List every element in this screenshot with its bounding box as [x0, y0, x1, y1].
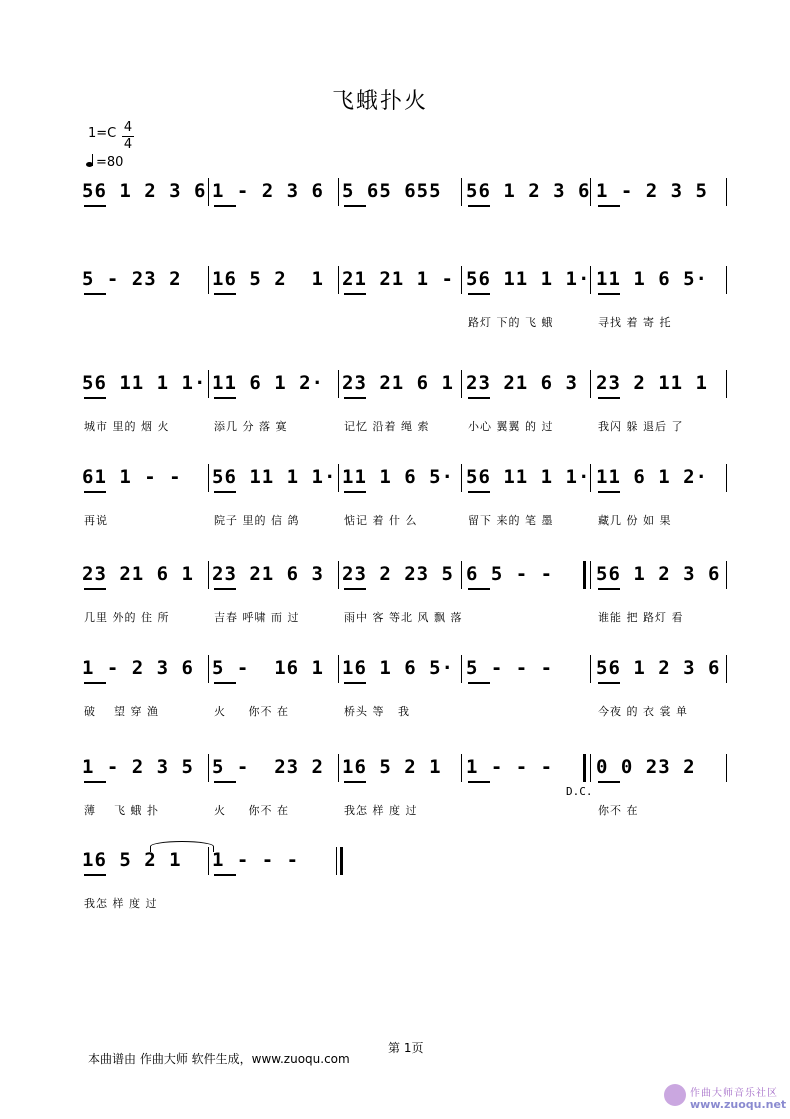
measure-notes: 16 5 2 1 — [82, 849, 182, 871]
barline — [726, 754, 727, 782]
measure-notes: 56 11 1 1· — [82, 372, 207, 394]
lyric-text: 吉春 呼啸 而 过 — [214, 611, 300, 624]
beam-line — [84, 205, 106, 207]
time-signature — [122, 120, 134, 153]
key-signature: 1=C — [88, 126, 117, 141]
barline — [461, 655, 462, 683]
beam-line — [598, 781, 620, 783]
barline — [208, 464, 209, 492]
score-line — [0, 756, 790, 826]
page-number: 第 1页 — [388, 1041, 424, 1055]
measure-notes: 23 21 6 3 — [466, 372, 578, 394]
barline — [590, 655, 591, 683]
barline — [726, 266, 727, 294]
measure-notes: 23 21 6 1 — [342, 372, 454, 394]
score-line — [0, 849, 790, 919]
beam-line — [468, 588, 490, 590]
beam-line — [344, 205, 366, 207]
measure-notes: 1 - 2 3 6 — [212, 180, 324, 202]
score-line — [0, 466, 790, 536]
barline — [590, 464, 591, 492]
barline — [208, 370, 209, 398]
measure-notes: 5 - 16 1 — [212, 657, 324, 679]
dc-mark: D.C. — [566, 785, 593, 798]
beam-line — [344, 588, 366, 590]
barline — [338, 464, 339, 492]
measure-notes: 16 5 2 1 — [212, 268, 324, 290]
measure-notes: 1 - - - — [466, 756, 554, 778]
measure-notes: 11 1 6 5· — [342, 466, 454, 488]
beam-line — [598, 491, 620, 493]
barline — [208, 754, 209, 782]
tie-arc — [150, 841, 214, 852]
barline — [590, 266, 591, 294]
lyric-text: 留下 来的 笔 墨 — [468, 514, 554, 527]
lyric-text: 藏几 份 如 果 — [598, 514, 672, 527]
footer-credit: 本曲谱由 作曲大师 软件生成，www.zuoqu.com — [88, 1052, 350, 1066]
score-line — [0, 268, 790, 338]
beam-line — [84, 491, 106, 493]
beam-line — [468, 682, 490, 684]
barline — [726, 370, 727, 398]
measure-notes: 11 1 6 5· — [596, 268, 708, 290]
score-line — [0, 372, 790, 442]
barline — [726, 178, 727, 206]
barline — [590, 754, 591, 782]
lyric-text: 我怎 样 度 过 — [84, 897, 158, 910]
watermark-line2: www.zuoqu.net — [690, 1098, 787, 1111]
lyric-text: 雨中 客 等北 风 飘 落 — [344, 611, 463, 624]
barline — [208, 178, 209, 206]
tempo-marking — [86, 154, 123, 170]
measure-notes: 11 6 1 2· — [596, 466, 708, 488]
barline — [338, 266, 339, 294]
beam-line — [214, 588, 236, 590]
time-signature-top: 4 — [123, 120, 133, 135]
lyric-text: 城市 里的 烟 火 — [84, 420, 170, 433]
lyric-text: 桥头 等 我 — [344, 705, 410, 718]
tempo-value: =80 — [96, 155, 124, 170]
measure-notes: 56 11 1 1· — [466, 268, 591, 290]
beam-line — [214, 293, 236, 295]
measure-notes: 23 21 6 1 — [82, 563, 194, 585]
measure-notes: 0 0 23 2 — [596, 756, 696, 778]
repeat-barline — [583, 561, 586, 589]
lyric-text: 我闪 躲 退后 了 — [598, 420, 684, 433]
barline — [461, 754, 462, 782]
barline — [208, 266, 209, 294]
lyric-text: 院子 里的 信 鸽 — [214, 514, 300, 527]
beam-line — [84, 874, 106, 876]
lyric-text: 今夜 的 衣 裳 单 — [598, 705, 688, 718]
watermark-line1: 作曲大师音乐社区 — [690, 1088, 778, 1099]
beam-line — [214, 874, 236, 876]
score-line — [0, 180, 790, 250]
beam-line — [468, 397, 490, 399]
measure-notes: 56 1 2 3 6 — [596, 657, 721, 679]
measure-notes: 23 2 11 1 — [596, 372, 708, 394]
song-title: 飞蛾扑火 — [331, 89, 428, 114]
barline — [461, 561, 462, 589]
beam-line — [598, 205, 620, 207]
lyric-text: 再说 — [84, 514, 108, 527]
beam-line — [214, 682, 236, 684]
repeat-barline — [583, 754, 586, 782]
lyric-text: 惦记 着 什 么 — [344, 514, 418, 527]
watermark-logo-icon — [664, 1084, 686, 1106]
beam-line — [468, 781, 490, 783]
lyric-text: 薄 飞 蛾 扑 — [84, 804, 159, 817]
barline — [208, 655, 209, 683]
beam-line — [84, 781, 106, 783]
beam-line — [214, 781, 236, 783]
barline — [208, 561, 209, 589]
lyric-text: 火 你不 在 — [214, 705, 289, 718]
final-barline — [340, 847, 343, 875]
measure-notes: 5 - 23 2 — [82, 268, 182, 290]
beam-line — [84, 293, 106, 295]
beam-line — [344, 397, 366, 399]
beam-line — [598, 397, 620, 399]
lyric-text: 火 你不 在 — [214, 804, 289, 817]
beam-line — [468, 205, 490, 207]
beam-line — [84, 397, 106, 399]
measure-notes: 21 21 1 - — [342, 268, 454, 290]
lyric-text: 添几 分 落 寞 — [214, 420, 288, 433]
lyric-text: 几里 外的 住 所 — [84, 611, 170, 624]
measure-notes: 6 5 - - — [466, 563, 554, 585]
beam-line — [598, 293, 620, 295]
beam-line — [344, 491, 366, 493]
beam-line — [214, 397, 236, 399]
measure-notes: 1 - 2 3 6 — [82, 657, 194, 679]
barline — [338, 655, 339, 683]
barline — [726, 561, 727, 589]
lyric-text: 寻找 着 寄 托 — [598, 316, 672, 329]
measure-notes: 5 - 23 2 — [212, 756, 324, 778]
beam-line — [598, 682, 620, 684]
barline — [336, 847, 337, 875]
beam-line — [468, 293, 490, 295]
beam-line — [84, 682, 106, 684]
beam-line — [344, 682, 366, 684]
measure-notes: 5 65 655 — [342, 180, 442, 202]
measure-notes: 61 1 - - — [82, 466, 182, 488]
barline — [338, 178, 339, 206]
barline — [726, 655, 727, 683]
measure-notes: 23 2 23 5 — [342, 563, 454, 585]
lyric-text: 谁能 把 路灯 看 — [598, 611, 684, 624]
beam-line — [344, 293, 366, 295]
measure-notes: 5 - - - — [466, 657, 554, 679]
measure-notes: 16 1 6 5· — [342, 657, 454, 679]
measure-notes: 56 11 1 1· — [466, 466, 591, 488]
measure-notes: 16 5 2 1 — [342, 756, 442, 778]
lyric-text: 破 望 穿 渔 — [84, 705, 159, 718]
measure-notes: 56 11 1 1· — [212, 466, 337, 488]
barline — [590, 178, 591, 206]
score-line — [0, 563, 790, 633]
score-line — [0, 657, 790, 727]
measure-notes: 1 - 2 3 5 — [82, 756, 194, 778]
watermark — [664, 1082, 787, 1112]
lyric-text: 小心 翼翼 的 过 — [468, 420, 554, 433]
beam-line — [598, 588, 620, 590]
barline — [461, 370, 462, 398]
barline — [338, 754, 339, 782]
measure-notes: 11 6 1 2· — [212, 372, 324, 394]
time-signature-bottom: 4 — [123, 137, 133, 152]
barline — [590, 370, 591, 398]
beam-line — [214, 491, 236, 493]
measure-notes: 1 - 2 3 5 — [596, 180, 708, 202]
measure-notes: 56 1 2 3 6 — [596, 563, 721, 585]
measure-notes: 56 1 2 3 6 — [466, 180, 591, 202]
measure-notes: 23 21 6 3 — [212, 563, 324, 585]
barline — [338, 370, 339, 398]
measure-notes: 56 1 2 3 6 — [82, 180, 207, 202]
lyric-text: 记忆 沿着 绳 索 — [344, 420, 430, 433]
barline — [726, 464, 727, 492]
barline — [338, 561, 339, 589]
measure-notes: 1 - - - — [212, 849, 300, 871]
beam-line — [344, 781, 366, 783]
beam-line — [468, 491, 490, 493]
lyric-text: 路灯 下的 飞 蛾 — [468, 316, 554, 329]
barline — [461, 178, 462, 206]
lyric-text: 我怎 样 度 过 — [344, 804, 418, 817]
beam-line — [84, 588, 106, 590]
beam-line — [214, 205, 236, 207]
barline — [590, 561, 591, 589]
barline — [461, 464, 462, 492]
lyric-text: 你不 在 — [598, 804, 639, 817]
barline — [461, 266, 462, 294]
